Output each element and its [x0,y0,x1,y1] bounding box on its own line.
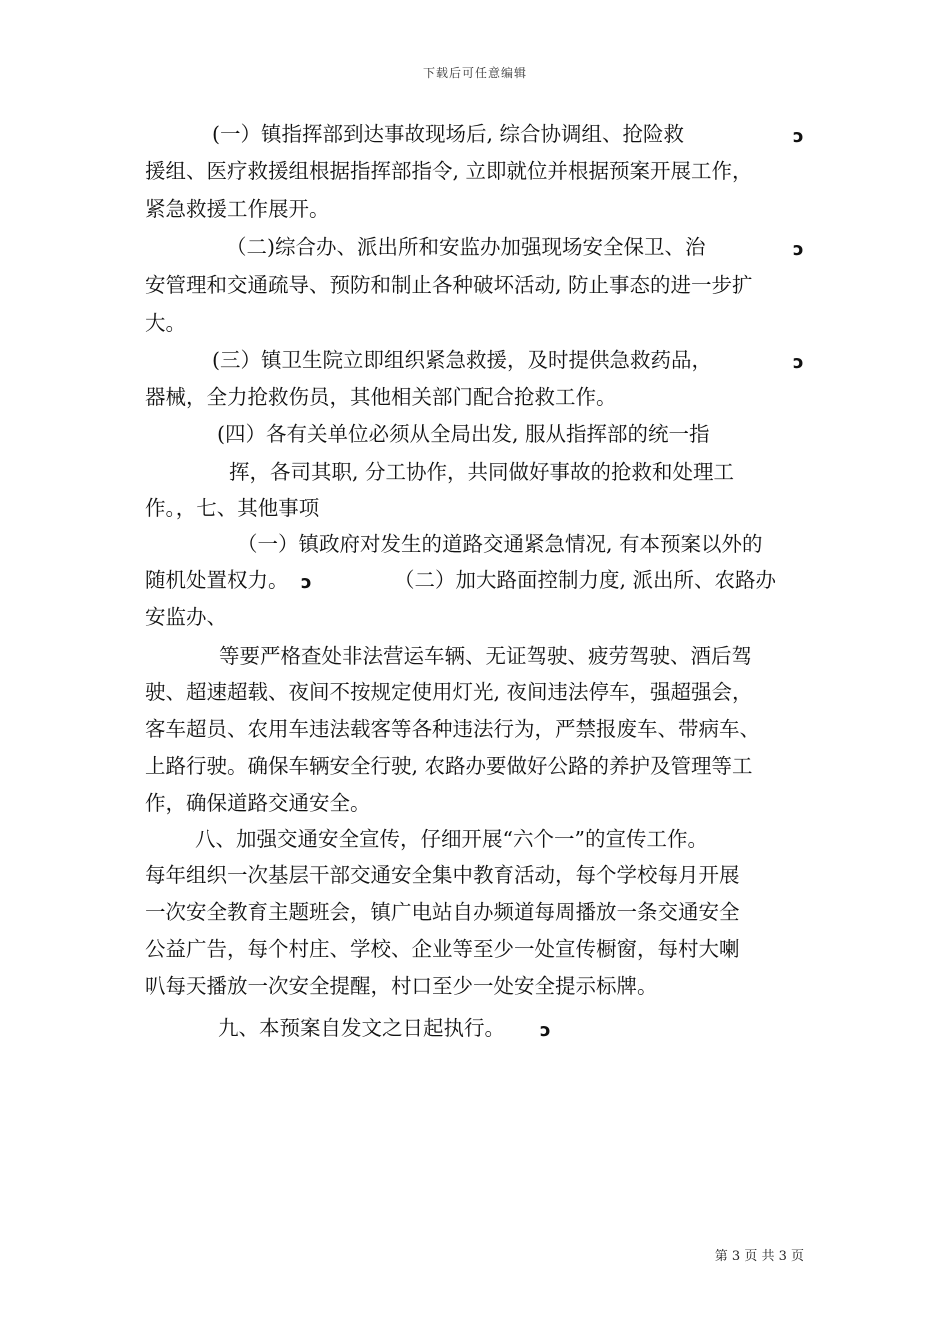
body-line: 安监办、 [145,605,227,629]
body-line: 每年组织一次基层干部交通安全集中教育活动，每个学校每月开展 [145,863,740,887]
paragraph-mark-icon: ↄ [301,572,312,593]
body-line: (一）镇指挥部到达事故现场后, 综合协调组、抢险救 [212,122,685,146]
body-line: 大。 [145,311,186,335]
body-line: 援组、医疗救援组根据指挥部指令, 立即就位并根据预案开展工作， [145,159,753,183]
paragraph-mark-icon: ↄ [793,239,804,260]
body-line: 作，确保道路交通安全。 [145,791,371,815]
body-line: 安管理和交通疏导、预防和制止各种破坏活动, 防止事态的进一步扩 [145,273,753,297]
body-line: 紧急救援工作展开。 [145,197,330,221]
body-line: 八、加强交通安全宣传，仔细开展“六个一”的宣传工作。 [195,827,708,851]
body-line: 上路行驶。确保车辆安全行驶, 农路办要做好公路的养护及管理等工 [145,754,753,778]
body-line: 器械，全力抢救伤员，其他相关部门配合抢救工作。 [145,385,617,409]
body-line: 等要严格查处非法营运车辆、无证驾驶、疲劳驾驶、酒后驾 [219,644,752,668]
body-line: 作。，七、其他事项 [145,496,320,520]
paragraph-mark-icon: ↄ [793,126,804,147]
body-line: 九、本预案自发文之日起执行。 [218,1016,505,1040]
paragraph-mark-icon: ↄ [793,352,804,373]
page-header: 下载后可任意编辑 [422,66,527,80]
page-number: 第 3 页 共 3 页 [714,1249,804,1264]
body-line: (四）各有关单位必须从全局出发, 服从指挥部的统一指 [217,422,710,446]
body-line: 叭每天播放一次安全提醒，村口至少一处安全提示标牌。 [145,974,658,998]
body-line: 随机处置权力。 [145,568,289,592]
body-line: (三）镇卫生院立即组织紧急救援，及时提供急救药品， [212,348,712,372]
body-line: 公益广告，每个村庄、学校、企业等至少一处宣传橱窗，每村大喇 [145,937,740,961]
body-line: （二）加大路面控制力度, 派出所、农路办 [394,568,777,592]
body-line: （二)综合办、派出所和安监办加强现场安全保卫、治 [226,235,706,259]
body-line: 驶、超速超载、夜间不按规定使用灯光, 夜间违法停车，强超强会， [145,680,753,704]
body-line: 挥，各司其职, 分工协作，共同做好事故的抢救和处理工 [229,460,735,484]
body-line: 一次安全教育主题班会，镇广电站自办频道每周播放一条交通安全 [145,900,740,924]
paragraph-mark-icon: ↄ [540,1020,551,1041]
body-line: 客车超员、农用车违法载客等各种违法行为，严禁报废车、带病车、 [145,717,760,741]
body-line: （一）镇政府对发生的道路交通紧急情况, 有本预案以外的 [237,532,763,556]
